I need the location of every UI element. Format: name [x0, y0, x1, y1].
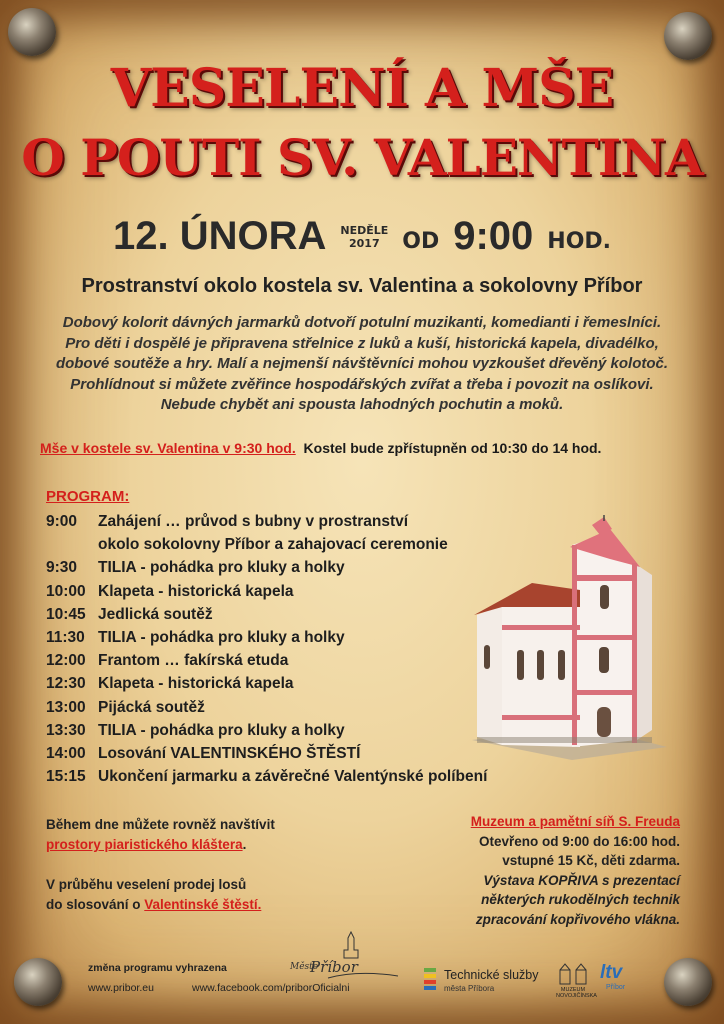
mesto-prefix: Město	[290, 962, 319, 972]
valentine-luck-link: Valentinské štěstí.	[144, 897, 262, 912]
hod-label: HOD.	[547, 229, 612, 254]
venue: Prostranství okolo kostela sv. Valentina a sokolovny Příbor	[81, 275, 643, 297]
intro-line: Prohlídnout si můžete zvěřince hospodářských zvířat a třeba i povozit na oslíkovi.	[70, 375, 654, 393]
program-text: Ukončení jarmarku a závěrečné Valentýnské políbení	[98, 768, 488, 786]
museum-building-icon	[556, 962, 590, 986]
church-illustration	[462, 515, 672, 760]
program-text: okolo sokolovny Příbor a zahajovací ceremonie	[98, 536, 448, 554]
bottom-left-info	[46, 815, 275, 915]
program-text: Losování VALENTINSKÉHO ŠTĚSTÍ	[98, 745, 361, 763]
start-time: 9:00	[453, 214, 534, 258]
lots-prefix: do slosování o	[46, 897, 145, 912]
program-text: Klapeta - historická kapela	[98, 675, 294, 693]
ts-name: Technické služby	[444, 968, 539, 982]
date-row	[0, 214, 724, 258]
program-heading: PROGRAM:	[46, 488, 130, 505]
program-text: TILIA - pohádka pro kluky a holky	[98, 721, 345, 739]
intro-line: Pro děti i dospělé je připravena střelnice z luků a kuší, historická kapela, divadélko,	[65, 334, 659, 352]
visit-line-2	[46, 835, 275, 855]
website-link[interactable]: www.pribor.eu	[88, 982, 154, 994]
program-text: TILIA - pohádka pro kluky a holky	[98, 629, 345, 647]
program-time: 12:30	[46, 675, 86, 693]
event-day: 12. ÚNORA	[112, 214, 327, 258]
program-row	[46, 765, 646, 788]
museum-hours: Otevřeno od 9:00 do 16:00 hod.	[478, 833, 680, 849]
ts-sub: města Příbora	[444, 984, 495, 993]
year: 2017	[348, 237, 380, 250]
program-time: 9:30	[46, 559, 78, 577]
ltv-name: ltv	[600, 962, 623, 983]
mesto-pribor-logo	[288, 930, 403, 985]
museum-price: vstupné 15 Kč, děti zdarma.	[502, 853, 680, 868]
program-text: Zahájení … průvod s bubny v prostranství	[98, 513, 409, 530]
program-time: 14:00	[46, 745, 86, 763]
technicke-sluzby-logo	[420, 966, 560, 998]
museum-heading: Muzeum a pamětní síň S. Freuda	[470, 814, 680, 829]
exhibit-line: Výstava KOPŘIVA s prezentací	[483, 872, 680, 888]
program-time	[46, 533, 98, 556]
weekday: NEDĚLE	[340, 224, 389, 237]
muzeum-logo	[556, 962, 597, 999]
program-text: Jedlická soutěž	[98, 605, 213, 623]
intro-line: Nebude chybět ani spousta lahodných pochutin a moků.	[160, 396, 564, 413]
program-time: 13:00	[46, 698, 86, 716]
mass-text: Kostel bude zpřístupněn od 10:30 do 14 hod.	[303, 440, 602, 456]
visit-line: Během dne můžete rovněž navštívit	[46, 817, 275, 832]
program-text: TILIA - pohádka pro kluky a holky	[98, 559, 345, 577]
title-line-1: VESELENÍ A MŠE	[110, 58, 614, 119]
program-text: Frantom … fakírská etuda	[98, 652, 289, 670]
program-time: 15:15	[46, 768, 86, 786]
title-line-2: O POUTI SV. VALENTINA	[21, 128, 703, 187]
rivet-bottom-left-icon	[14, 958, 62, 1006]
rivet-top-left-icon	[8, 8, 56, 56]
program-text: Pijácká soutěž	[98, 698, 205, 716]
mass-highlight: Mše v kostele sv. Valentina v 9:30 hod.	[40, 440, 296, 456]
od-label: OD	[402, 229, 440, 254]
intro-text	[30, 313, 694, 416]
program-time: 11:30	[46, 629, 85, 647]
program-time: 9:00	[46, 513, 78, 530]
program-time: 13:30	[46, 721, 86, 739]
ltv-sub: Příbor	[606, 984, 626, 991]
ltv-logo	[596, 962, 648, 998]
lots-line: V průběhu veselení prodej losů	[46, 877, 247, 892]
facebook-link[interactable]: www.facebook.com/priborOficialni	[192, 982, 350, 994]
muzeum-name: MUZEUM NOVOJIČÍNSKA	[556, 987, 597, 999]
intro-line: dobové soutěže a hry. Malí a nejmenší návštěvníci mohou vyzkoušet dřevěný kolotoč.	[55, 355, 669, 372]
mass-info	[40, 440, 700, 456]
program-text: Klapeta - historická kapela	[98, 582, 294, 600]
museum-info	[471, 812, 680, 929]
rivet-top-right-icon	[664, 12, 712, 60]
program-time: 10:45	[46, 605, 86, 623]
rivet-bottom-right-icon	[664, 958, 712, 1006]
lots-line-2	[46, 895, 275, 915]
ts-stripes-icon	[420, 966, 440, 996]
visit-end: .	[242, 837, 247, 852]
monastery-link: prostory piaristického kláštera	[46, 837, 243, 852]
program-change-note: změna programu vyhrazena	[88, 962, 227, 974]
mesto-name: Příbor	[310, 958, 358, 976]
program-time: 10:00	[46, 582, 86, 600]
program-time: 12:00	[46, 652, 86, 670]
exhibit-line: zpracování kopřivového vlákna.	[475, 911, 680, 927]
intro-line: Dobový kolorit dávných jarmarků dotvoří potulní muzikanti, komedianti i řemeslníci.	[62, 314, 662, 331]
weekday-year	[340, 224, 388, 258]
exhibit-line: některých rukodělných technik	[481, 892, 680, 907]
